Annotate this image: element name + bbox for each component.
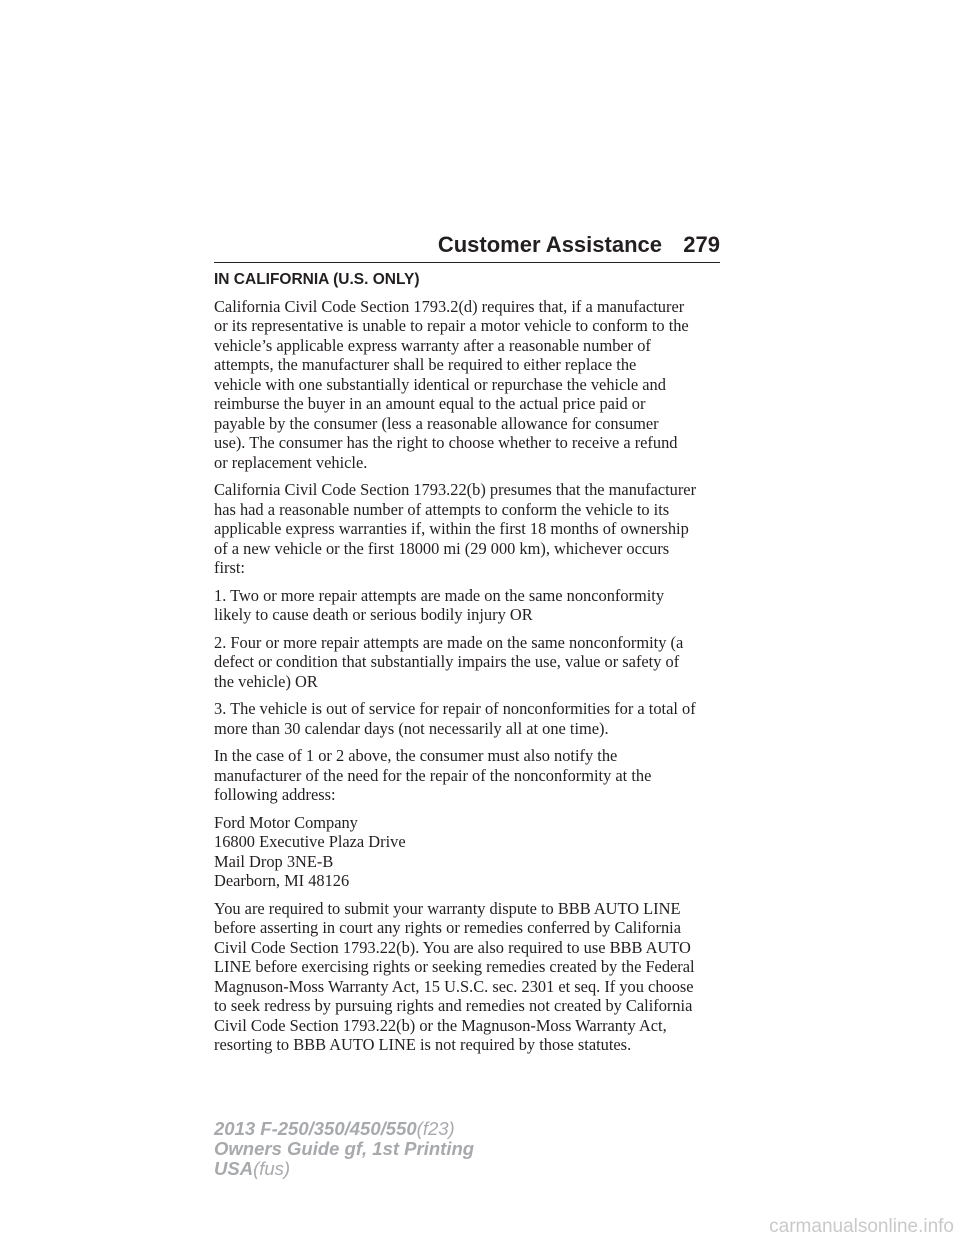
text-line: defect or condition that substantially impairs the use, value or safety of (214, 652, 680, 671)
address-line: 16800 Executive Plaza Drive (214, 832, 406, 851)
list-item-2 (214, 633, 726, 692)
text-line: vehicle’s applicable express warranty after a reasonable number of (214, 335, 651, 355)
text-line: the vehicle) OR (214, 671, 318, 691)
text-line: to seek redress by pursuing rights and remedies not created by California (214, 996, 693, 1015)
text-line: resorting to BBB AUTO LINE is not required by those statutes. (214, 1035, 632, 1054)
text-line: Civil Code Section 1793.22(b) or the Magnuson-Moss Warranty Act, (214, 1015, 667, 1035)
paragraph-presumption (214, 480, 726, 578)
page-header (214, 228, 720, 263)
print-footer (214, 1119, 474, 1179)
text-line: first: (214, 558, 245, 577)
footer-line-market (214, 1159, 474, 1179)
text-line: reimburse the buyer in an amount equal to the actual price paid or (214, 394, 646, 413)
footer-market: USA (214, 1158, 254, 1179)
text-line: following address: (214, 785, 336, 804)
address-line: Ford Motor Company (214, 812, 358, 832)
text-line: Magnuson-Moss Warranty Act, 15 U.S.C. sec. 2301 et seq. If you choose (214, 976, 694, 996)
text-line: 1. Two or more repair attempts are made on the same nonconformity (214, 585, 665, 605)
section-title: Customer Assistance (437, 232, 662, 257)
text-line: attempts, the manufacturer shall be required to either replace the (214, 355, 637, 374)
paragraph-bbb-auto-line (214, 899, 726, 1055)
text-line: has had a reasonable number of attempts to conform the vehicle to its (214, 499, 670, 519)
text-line: payable by the consumer (less a reasonable allowance for consumer (214, 413, 659, 433)
mailing-address (214, 813, 726, 891)
section-heading: IN CALIFORNIA (U.S. ONLY) (214, 271, 420, 288)
list-item-3 (214, 699, 726, 738)
text-line: more than 30 calendar days (not necessarily all at one time). (214, 718, 609, 738)
list-item-1 (214, 586, 726, 625)
text-line: manufacturer of the need for the repair of the nonconformity at the (214, 765, 652, 785)
text-line: applicable express warranties if, within the first 18 months of ownership (214, 519, 689, 538)
text-line: Civil Code Section 1793.22(b). You are also required to use BBB AUTO (214, 937, 691, 957)
paragraph-repair-requirement (214, 297, 726, 473)
footer-line-guide: Owners Guide gf, 1st Printing (214, 1138, 475, 1159)
text-line: of a new vehicle or the first 18000 mi (29 000 km), whichever occurs (214, 538, 670, 558)
address-line: Dearborn, MI 48126 (214, 871, 350, 890)
footer-model: 2013 F-250/350/450/550 (214, 1118, 417, 1139)
footer-line-model (214, 1119, 474, 1139)
site-watermark: carmanualsonline.info (769, 1216, 954, 1237)
text-line: or its representative is unable to repair a motor vehicle to conform to the (214, 316, 689, 335)
text-line: California Civil Code Section 1793.22(b) presumes that the manufacturer (214, 480, 697, 499)
text-line: likely to cause death or serious bodily injury OR (214, 605, 533, 624)
text-line: before asserting in court any rights or remedies conferred by California (214, 918, 681, 937)
text-line: use). The consumer has the right to choose whether to receive a refund (214, 433, 678, 452)
text-line: LINE before exercising rights or seeking remedies created by the Federal (214, 957, 695, 976)
page-content (214, 270, 726, 1063)
text-line: In the case of 1 or 2 above, the consumer must also notify the (214, 746, 618, 765)
footer-market-code: (fus) (253, 1158, 291, 1179)
paragraph-notify (214, 746, 726, 805)
text-line: 3. The vehicle is out of service for repair of nonconformities for a total of (214, 699, 696, 718)
text-line: or replacement vehicle. (214, 452, 368, 472)
text-line: 2. Four or more repair attempts are made on the same nonconformity (a (214, 632, 684, 652)
address-line: Mail Drop 3NE-B (214, 851, 334, 871)
page-number: 279 (683, 232, 720, 257)
text-line: You are required to submit your warranty dispute to BBB AUTO LINE (214, 898, 681, 918)
text-line: vehicle with one substantially identical or repurchase the vehicle and (214, 374, 666, 394)
footer-model-code: (f23) (416, 1118, 455, 1139)
text-line: California Civil Code Section 1793.2(d) requires that, if a manufacturer (214, 296, 685, 316)
